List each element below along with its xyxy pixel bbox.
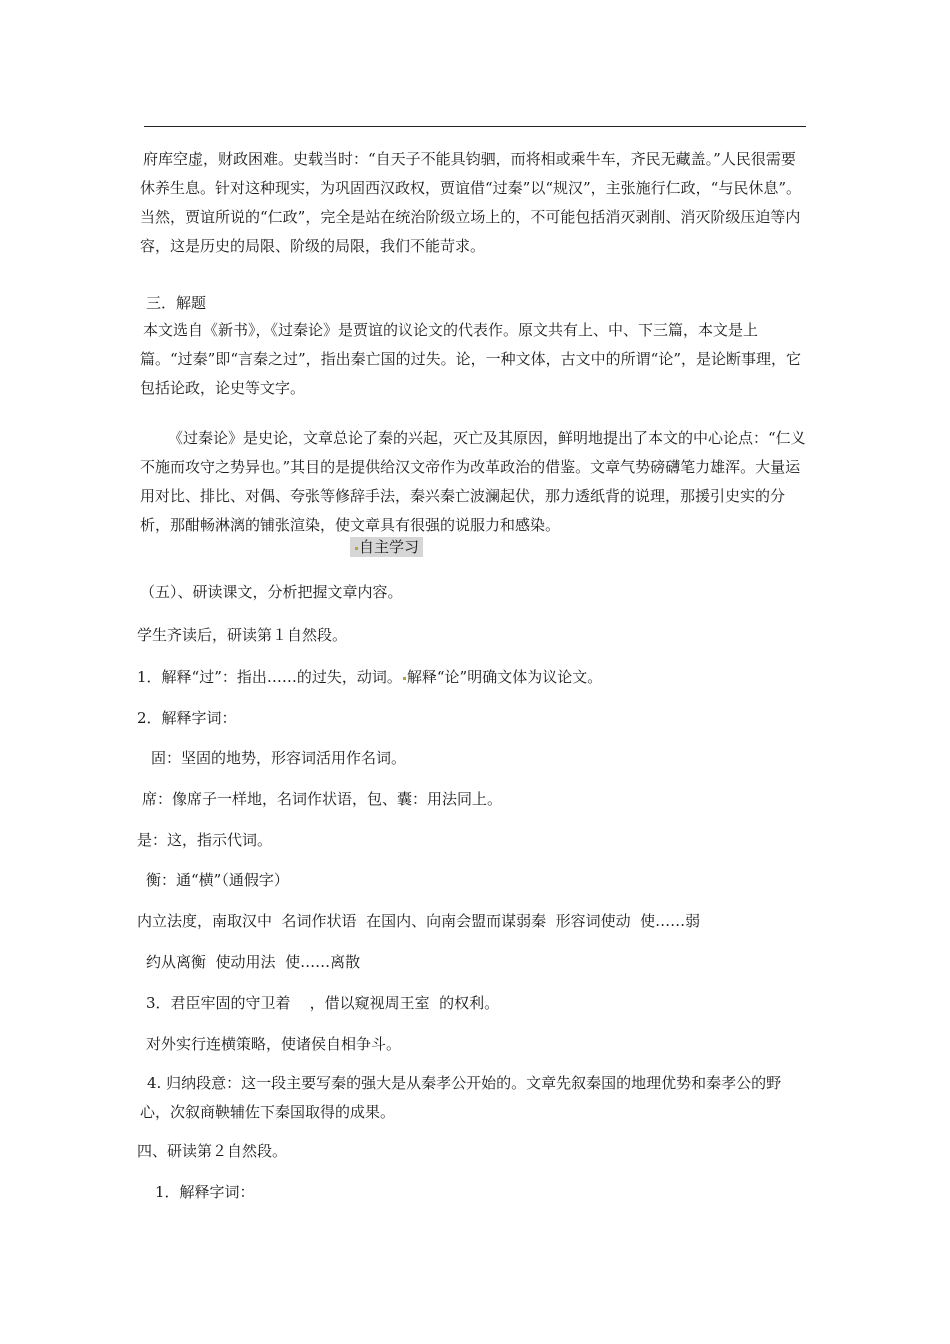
line-10: 3．君臣牢固的守卫着 ，借以窥视周王室 的权利。 [146,994,500,1012]
paragraph-shilun: 《过秦论》是史论，文章总论了秦的兴起，灭亡及其原因，鲜明地提出了本文的中心论点：“仁义不施而攻守之势异也。”其目的是提供给汉文帝作为改革政治的借鉴。文章气势磅礴笔力雄浑。大量运用对比、排比、对偶、夸张等修辞手法，秦兴秦亡波澜起伏，那力透纸背的说理，那援引史实的分析，那酣畅淋漓的铺张渲染，使文章具有很强的说服力和感染。 [140,429,806,534]
line-2-part-b: 解释“论”明确文体为议论文。 [406,668,603,686]
section-tag-zizhu [350,537,423,557]
marker-dot [355,547,358,550]
marker-dot [403,677,406,680]
line-5: 席：像席子一样地，名词作状语，包、囊：用法同上。 [142,790,503,808]
section-heading-five: （五）、研读课文，分析把握文章内容。 [140,583,403,601]
line-9: 约从离衡 使动用法 使……离散 [146,953,361,971]
line-11: 对外实行连横策略，使诸侯自相争斗。 [146,1035,402,1053]
section-heading-jieti: 三．解题 [146,294,207,312]
header-rule [144,126,806,127]
line-2 [137,667,602,687]
paragraph-summary: 4. 归纳段意：这一段主要写秦的强大是从秦孝公开始的。文章先叙秦国的地理优势和秦孝公的野心，次叙商鞅辅佐下秦国取得的成果。 [140,1074,782,1121]
line-1: 学生齐读后，研读第１自然段。 [137,626,348,644]
line-3: 2．解释字词： [137,709,237,727]
line-6: 是：这，指示代词。 [137,831,273,849]
line-13: 1．解释字词： [155,1183,255,1201]
paragraph-background: 府库空虚，财政困难。史载当时：“自天子不能具钧驷，而将相或乘牛车，齐民无藏盖。”人民很需要休养生息。针对这种现实，为巩固西汉政权，贾谊借“过秦”以“规汉”，主张施行仁政，“与民休息”。当然，贾谊所说的“仁政”，完全是站在统治阶级立场上的，不可能包括消灭剥削、消灭阶级压迫等内容，这是历史的局限、阶级的局限，我们不能苛求。 [140,150,802,255]
section-tag-label: 自主学习 [359,538,420,556]
paragraph-jieti: 本文选自《新书》，《过秦论》是贾谊的议论文的代表作。原文共有上、中、下三篇，本文是上篇。“过秦”即“言秦之过”，指出秦亡国的过失。论，一种文体，古文中的所谓“论”，是论断事理，它包括论政，论史等文字。 [140,321,802,397]
line-8: 内立法度，南取汉中 名词作状语 在国内、向南会盟而谋弱秦 形容词使动 使……弱 [137,912,701,930]
line-2-part-a: 1．解释“过”：指出……的过失，动词。 [137,668,402,686]
line-12: 四、研读第２自然段。 [137,1142,288,1160]
line-7: 衡：通“横”（通假字） [146,871,289,889]
line-4: 固：坚固的地势，形容词活用作名词。 [151,749,407,767]
